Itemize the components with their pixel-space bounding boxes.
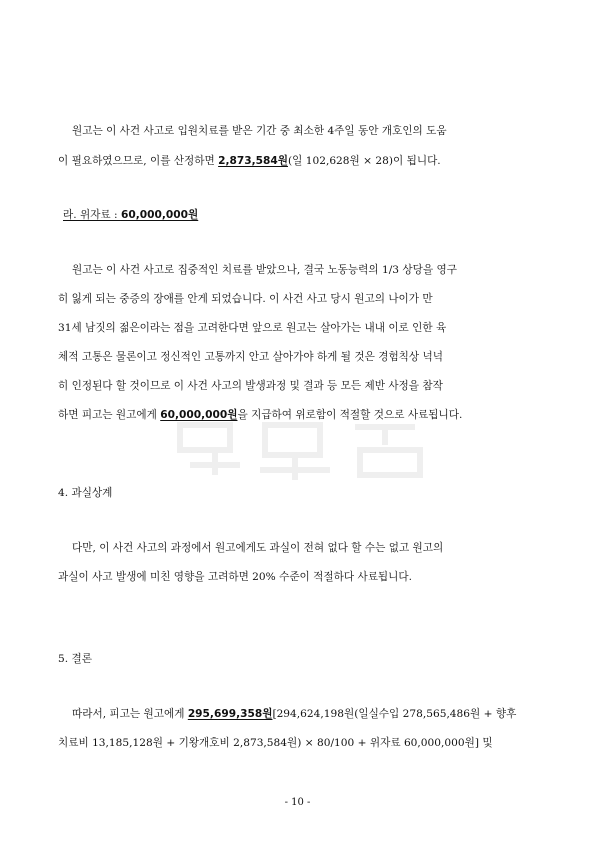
text-line: 원고는 이 사건 사고로 입원치료를 받은 기간 중 최소한 4주일 동안 개호인의 도움	[72, 125, 447, 137]
text-line: 과실이 사고 발생에 미친 영향을 고려하면 20% 수준이 적절하다 사료됩니다.	[58, 571, 412, 583]
watermark-logo	[170, 415, 430, 485]
text-line: 히 인정된다 할 것이므로 이 사건 사고의 발생과정 및 결과 등 모든 제반 사정을 참작	[58, 380, 443, 392]
text-segment: 이 필요하였으므로, 이를 산정하면	[58, 155, 219, 167]
text-line	[58, 154, 441, 168]
amount-consolation: 60,000,000원	[120, 209, 199, 221]
text-segment: [294,624,198원(일실수입 278,565,486원 + 향후	[272, 708, 517, 720]
page-number: - 10 -	[284, 797, 311, 808]
text-line: 치료비 13,185,128원 + 기왕개호비 2,873,584원) × 80/100 + 위자료 60,000,000원] 및	[58, 737, 493, 749]
section-heading-comparative-negligence: 4. 과실상계	[58, 487, 113, 499]
text-segment: (일 102,628원 × 28)이 됩니다.	[288, 155, 441, 167]
text-line: 31세 남짓의 젊은이라는 점을 고려한다면 앞으로 원고는 살아가는 내내 이로 인한 육	[58, 322, 447, 334]
amount-total: 295,699,358원	[187, 708, 273, 720]
text-segment: 하면 피고는 원고에게	[58, 409, 161, 421]
text-line	[58, 408, 462, 422]
text-line	[72, 707, 516, 721]
text-line: 히 잃게 되는 중증의 장애를 안게 되었습니다. 이 사건 사고 당시 원고의 나이가 만	[58, 293, 433, 305]
text-segment: 을 지급하여 위로함이 적절할 것으로 사료됩니다.	[237, 409, 463, 421]
text-line: 원고는 이 사건 사고로 집중적인 치료를 받았으나, 결국 노동능력의 1/3 상당을 영구	[72, 264, 457, 276]
amount-nursing: 2,873,584원	[218, 155, 288, 167]
text-line: 체적 고통은 물론이고 정신적인 고통까지 안고 살아가야 하게 될 것은 경험칙상 넉넉	[58, 351, 443, 363]
text-line: 다만, 이 사건 사고의 과정에서 원고에게도 과실이 전혀 없다 할 수는 없고 원고의	[72, 542, 444, 554]
section-heading-conclusion: 5. 결론	[58, 653, 92, 665]
section-heading-consolation	[63, 208, 198, 222]
amount-consolation-inline: 60,000,000원	[160, 409, 238, 421]
heading-label: 라. 위자료 :	[63, 209, 121, 221]
text-segment: 따라서, 피고는 원고에게	[72, 708, 188, 720]
